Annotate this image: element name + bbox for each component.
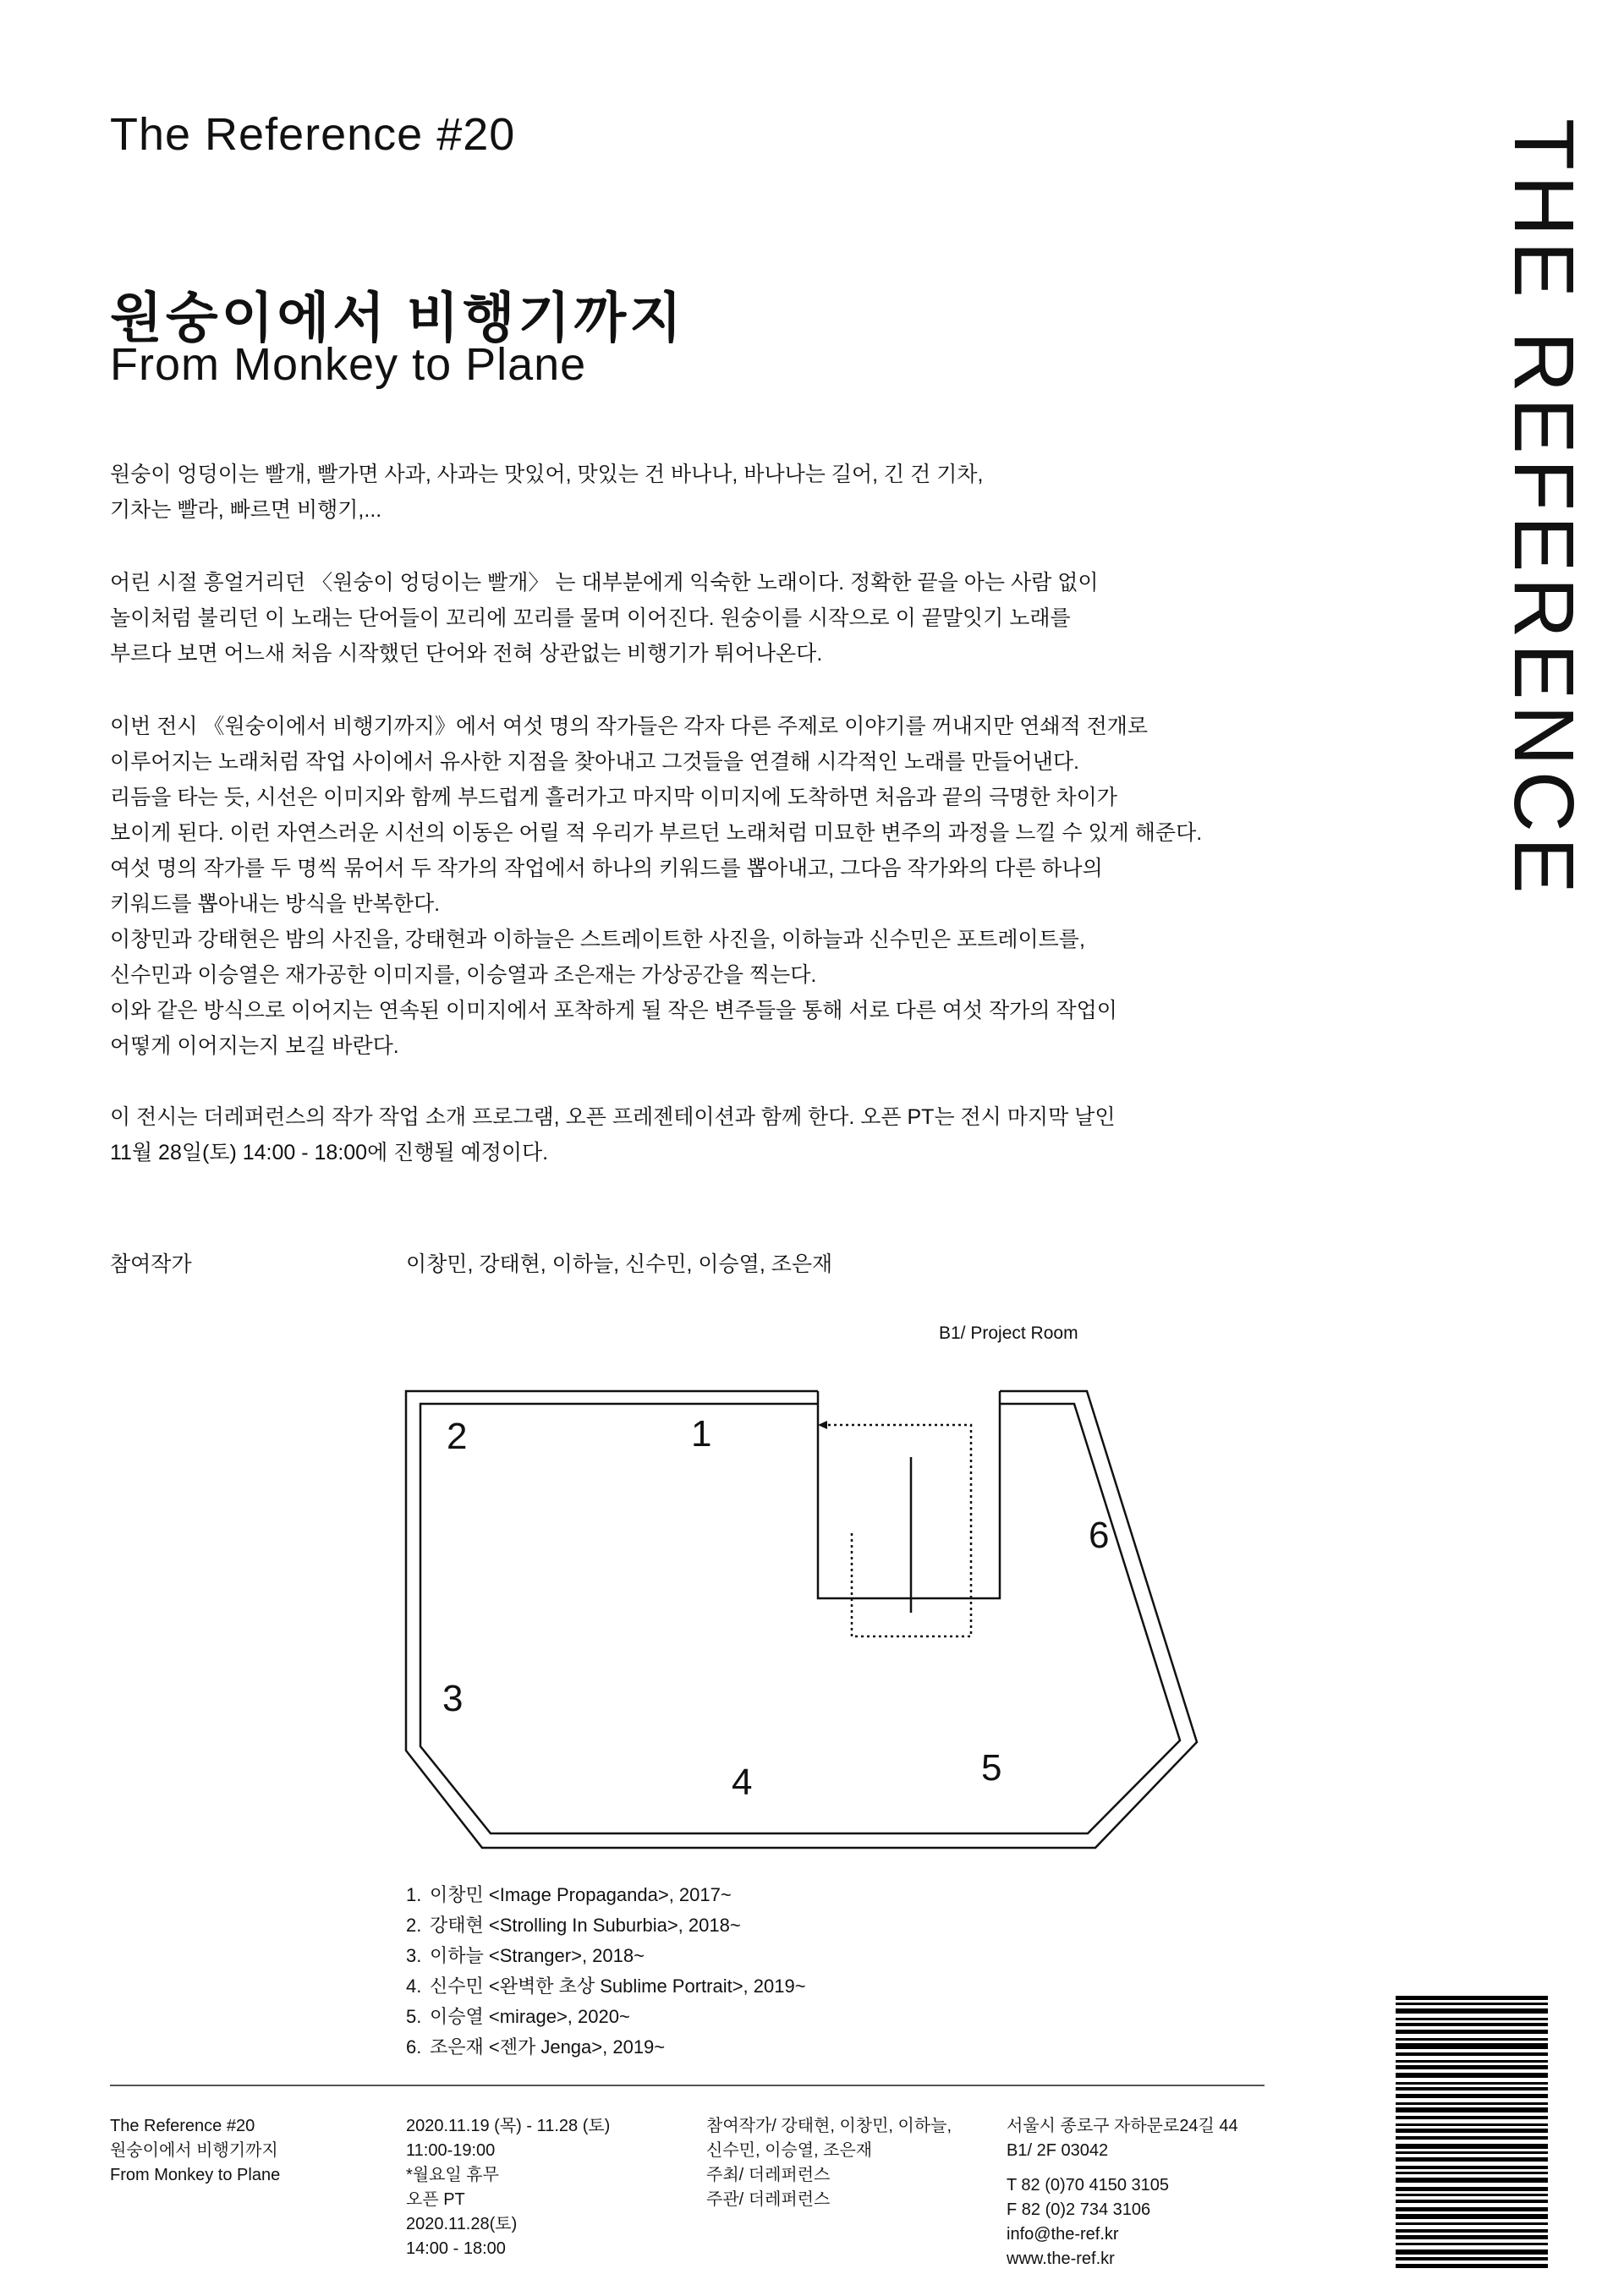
- barcode-stripe: [1396, 1996, 1548, 2000]
- floor-plan-route-arrow: [818, 1421, 827, 1429]
- list-item: [406, 1941, 806, 1971]
- footer-line: 11:00-19:00: [406, 2141, 496, 2160]
- barcode-stripe: [1396, 2129, 1548, 2133]
- floor-plan-route: [825, 1425, 971, 1636]
- barcode-stripe: [1396, 2038, 1548, 2041]
- barcode-stripe: [1396, 2200, 1548, 2203]
- footer-credits: [706, 2114, 952, 2212]
- text-line: 키워드를 뽑아내는 방식을 반복한다.: [110, 892, 441, 916]
- work-number: 3.: [406, 1945, 422, 1966]
- text-line: 신수민과 이승열은 재가공한 이미지를, 이승열과 조은재는 가상공간을 찍는다.: [110, 963, 817, 987]
- works-list: [406, 1880, 806, 2063]
- floor-plan-outer-wall: [406, 1391, 1197, 1848]
- intro-paragraph-2: [110, 565, 1294, 671]
- zone-label-2: 2: [447, 1416, 468, 1457]
- intro-paragraph-1: [110, 457, 1294, 528]
- barcode-stripe: [1396, 2136, 1548, 2140]
- work-title: 강태현 <Strolling In Suburbia>, 2018~: [430, 1915, 741, 1936]
- floor-plan-inner-wall: [420, 1404, 1180, 1833]
- footer-line: The Reference #20: [110, 2117, 255, 2135]
- floor-plan-core-wall: [818, 1391, 1000, 1598]
- barcode-stripe: [1396, 2003, 1548, 2005]
- text-line: 리듬을 타는 듯, 시선은 이미지와 함께 부드럽게 흘러가고 마지막 이미지에 도착하면 처음과 끝의 극명한 차이가: [110, 786, 1117, 809]
- footer-dates: [406, 2114, 610, 2261]
- barcode-stripe: [1396, 2008, 1548, 2014]
- intro-paragraph-4: [110, 1099, 1294, 1170]
- text-line: 어린 시절 흥얼거리던 〈원숭이 엉덩이는 빨개〉 는 대부분에게 익숙한 노래이다. 정확한 끝을 아는 사람 없이: [110, 571, 1099, 595]
- footer-line: 주최/ 더레퍼런스: [706, 2166, 831, 2184]
- barcode-stripe: [1396, 2065, 1548, 2069]
- exhibition-title-korean: 원숭이에서 비행기까지: [110, 288, 686, 348]
- work-title: 이창민 <Image Propaganda>, 2017~: [430, 1884, 732, 1905]
- artists-names: 이창민, 강태현, 이하늘, 신수민, 이승열, 조은재: [406, 1252, 833, 1276]
- barcode-stripe: [1396, 2243, 1548, 2245]
- footer-exhibition-info: [110, 2114, 280, 2188]
- barcode-stripe: [1396, 2257, 1548, 2260]
- barcode-stripe: [1396, 2166, 1548, 2169]
- work-title: 이하늘 <Stranger>, 2018~: [430, 1945, 645, 1966]
- list-item: [406, 1910, 806, 1941]
- footer-address: B1/ 2F 03042: [1007, 2141, 1109, 2160]
- barcode-stripe: [1396, 2249, 1548, 2255]
- text-line: 이루어지는 노래처럼 작업 사이에서 유사한 지점을 찾아내고 그것들을 연결해 시각적인 노래를 만들어낸다.: [110, 750, 1079, 774]
- footer-line: 2020.11.28(토): [406, 2215, 518, 2233]
- work-number: 6.: [406, 2036, 422, 2058]
- zone-label-3: 3: [442, 1678, 464, 1719]
- work-number: 1.: [406, 1884, 422, 1905]
- footer-line: 원숭이에서 비행기까지: [110, 2141, 278, 2160]
- floor-plan: [389, 1378, 1218, 1852]
- barcode-stripe: [1396, 2187, 1548, 2191]
- footer-email-link[interactable]: info@the-ref.kr: [1007, 2225, 1119, 2244]
- barcode-stripe: [1396, 2264, 1548, 2268]
- barcode-stripe: [1396, 2235, 1548, 2239]
- footer-phone: T 82 (0)70 4150 3105: [1007, 2176, 1170, 2195]
- barcode-stripe: [1396, 2194, 1548, 2196]
- barcode-stripe: [1396, 2144, 1548, 2149]
- barcode-stripe: [1396, 2157, 1548, 2162]
- footer-line: From Monkey to Plane: [110, 2166, 281, 2184]
- zone-label-5: 5: [981, 1747, 1002, 1789]
- footer-fax: F 82 (0)2 734 3106: [1007, 2200, 1151, 2219]
- barcode-stripe: [1396, 2178, 1548, 2183]
- work-title: 조은재 <젠가 Jenga>, 2019~: [430, 2036, 666, 2058]
- barcode-graphic: [1396, 1996, 1548, 2271]
- barcode-stripe: [1396, 2214, 1548, 2219]
- brand-vertical-title: THE REFERENCE: [1496, 118, 1591, 899]
- text-line: 부르다 보면 어느새 처음 시작했던 단어와 전혀 상관없는 비행기가 튀어나온다.: [110, 642, 823, 666]
- text-line: 어떻게 이어지는지 보길 바란다.: [110, 1034, 399, 1058]
- floor-plan-label: B1/ Project Room: [939, 1323, 1078, 1343]
- list-item: [406, 1971, 806, 2002]
- footer-line: 주관/ 더레퍼런스: [706, 2190, 831, 2209]
- footer-website-link[interactable]: www.the-ref.kr: [1007, 2249, 1115, 2268]
- footer-address: 서울시 종로구 자하문로24길 44: [1007, 2117, 1238, 2135]
- work-title: 이승열 <mirage>, 2020~: [430, 2006, 630, 2027]
- text-line: 이와 같은 방식으로 이어지는 연속된 이미지에서 포착하게 될 작은 변주들을 통해 서로 다른 여섯 작가의 작업이: [110, 999, 1117, 1022]
- footer-contact: [1007, 2114, 1238, 2271]
- artists-label: 참여작가: [110, 1252, 192, 1276]
- work-number: 4.: [406, 1975, 422, 1997]
- barcode-stripe: [1396, 2018, 1548, 2020]
- footer-line: *월요일 휴무: [406, 2166, 499, 2184]
- barcode-stripe: [1396, 2229, 1548, 2233]
- barcode-stripe: [1396, 2116, 1548, 2119]
- text-line: 보이게 된다. 이런 자연스러운 시선의 이동은 어릴 적 우리가 부르던 노래처럼 미묘한 변주의 과정을 느낄 수 있게 해준다.: [110, 821, 1203, 845]
- text-line: 기차는 빨라, 빠르면 비행기,...: [110, 498, 382, 522]
- barcode-stripe: [1396, 2052, 1548, 2056]
- barcode-stripe: [1396, 2023, 1548, 2026]
- footer-line: 신수민, 이승열, 조은재: [706, 2141, 873, 2160]
- barcode-stripe: [1396, 2151, 1548, 2154]
- text-line: 놀이처럼 불리던 이 노래는 단어들이 꼬리에 꼬리를 물며 이어진다. 원숭이를 시작으로 이 끝말잇기 노래를: [110, 606, 1071, 630]
- zone-label-1: 1: [691, 1413, 712, 1455]
- text-line: 이번 전시 《원숭이에서 비행기까지》에서 여섯 명의 작가들은 각자 다른 주제로 이야기를 꺼내지만 연쇄적 전개로: [110, 715, 1149, 738]
- barcode-stripe: [1396, 2222, 1548, 2225]
- barcode-stripe: [1396, 2123, 1548, 2126]
- footer-line: 참여작가/ 강태현, 이창민, 이하늘,: [706, 2117, 952, 2135]
- zone-label-4: 4: [732, 1762, 753, 1803]
- footer-line: 14:00 - 18:00: [406, 2239, 506, 2258]
- barcode-stripe: [1396, 2107, 1548, 2112]
- work-number: 2.: [406, 1915, 422, 1936]
- text-line: 이 전시는 더레퍼런스의 작가 작업 소개 프로그램, 오픈 프레젠테이션과 함께 한다. 오픈 PT는 전시 마지막 날인: [110, 1105, 1116, 1129]
- text-line: 이창민과 강태현은 밤의 사진을, 강태현과 이하늘은 스트레이트한 사진을, 이하늘과 신수민은 포트레이트를,: [110, 928, 1085, 951]
- list-item: [406, 2002, 806, 2032]
- barcode-stripe: [1396, 2060, 1548, 2063]
- list-item: [406, 1880, 806, 1910]
- barcode-stripe: [1396, 2043, 1548, 2049]
- text-line: 여섯 명의 작가를 두 명씩 묶어서 두 작가의 작업에서 하나의 키워드를 뽑아내고, 그다음 작가와의 다른 하나의: [110, 857, 1103, 880]
- exhibition-title-english: From Monkey to Plane: [110, 339, 587, 390]
- text-line: 원숭이 엉덩이는 빨개, 빨가면 사과, 사과는 맛있어, 맛있는 건 바나나, 바나나는 길어, 긴 건 기차,: [110, 463, 984, 486]
- barcode-stripe: [1396, 2102, 1548, 2105]
- barcode-stripe: [1396, 2030, 1548, 2034]
- barcode-stripe: [1396, 2073, 1548, 2078]
- intro-paragraph-3: [110, 709, 1294, 1064]
- footer-divider: [110, 2085, 1265, 2086]
- work-number: 5.: [406, 2006, 422, 2027]
- barcode-stripe: [1396, 2087, 1548, 2091]
- footer-line: 2020.11.19 (목) - 11.28 (토): [406, 2117, 611, 2135]
- barcode-stripe: [1396, 2094, 1548, 2098]
- barcode-stripe: [1396, 2172, 1548, 2174]
- work-title: 신수민 <완벽한 초상 Sublime Portrait>, 2019~: [430, 1975, 806, 1997]
- text-line: 11월 28일(토) 14:00 - 18:00에 진행될 예정이다.: [110, 1141, 549, 1164]
- zone-label-6: 6: [1089, 1515, 1110, 1556]
- series-title: The Reference #20: [110, 109, 516, 160]
- footer-line: 오픈 PT: [406, 2190, 465, 2209]
- list-item: [406, 2032, 806, 2063]
- barcode-stripe: [1396, 2207, 1548, 2211]
- barcode-stripe: [1396, 2082, 1548, 2085]
